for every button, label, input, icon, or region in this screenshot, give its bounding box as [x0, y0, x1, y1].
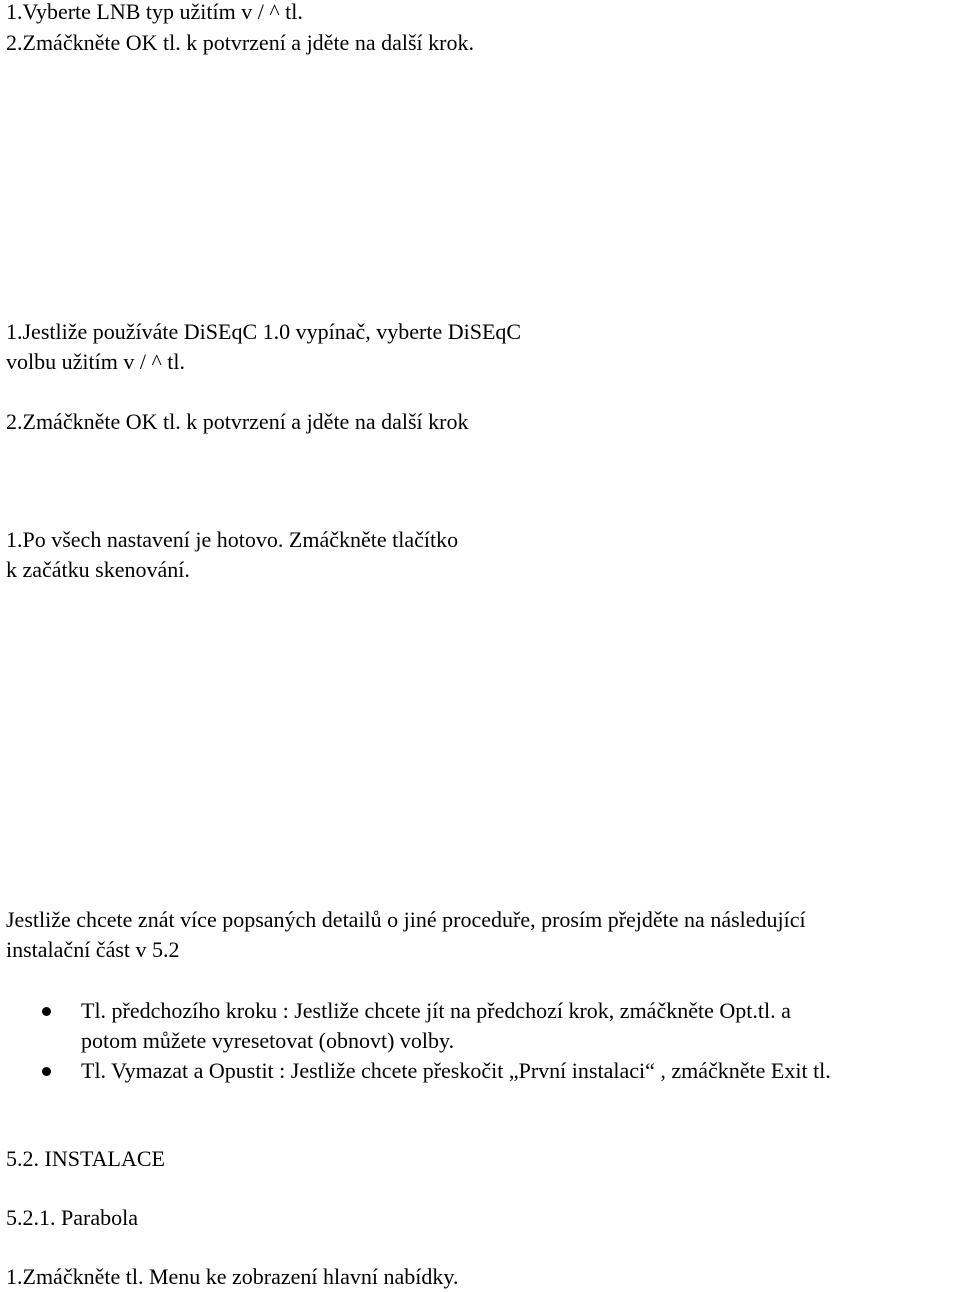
- lnb-step-2: 2.Zmáčkněte OK tl. k potvrzení a jděte na další krok.: [6, 30, 474, 55]
- scan-step-1: 1.Po všech nastavení je hotovo. Zmáčkněte tlačítko: [6, 527, 459, 552]
- lnb-step-1: 1.Vyberte LNB typ užitím v / ^ tl.: [6, 0, 303, 24]
- section-heading-installation: 5.2. INSTALACE: [6, 1146, 165, 1171]
- previous-step-description: Tl. předchozího kroku : Jestliže chcete jít na předchozí krok, zmáčkněte Opt.tl. a: [81, 998, 791, 1023]
- previous-step-description-continued: potom můžete vyresetovat (obnovt) volby.: [81, 1028, 455, 1053]
- diseqc-step-2: 2.Zmáčkněte OK tl. k potvrzení a jděte na další krok: [6, 409, 469, 434]
- info-paragraph-line-2: instalační část v 5.2: [6, 937, 180, 962]
- bullet-icon: [42, 1067, 51, 1076]
- scan-step-1-continued: k začátku skenování.: [6, 557, 190, 582]
- menu-step-1: 1.Zmáčkněte tl. Menu ke zobrazení hlavní nabídky.: [6, 1264, 459, 1289]
- bullet-icon: [42, 1007, 51, 1016]
- exit-description: Tl. Vymazat a Opustit : Jestliže chcete přeskočit „První instalaci“ , zmáčkněte Exit tl.: [81, 1058, 831, 1083]
- diseqc-step-1-continued: volbu užitím v / ^ tl.: [6, 349, 185, 374]
- diseqc-step-1: 1.Jestliže používáte DiSEqC 1.0 vypínač, vyberte DiSEqC: [6, 319, 522, 344]
- subsection-heading-parabola: 5.2.1. Parabola: [6, 1205, 138, 1230]
- info-paragraph-line-1: Jestliže chcete znát více popsaných detailů o jiné proceduře, prosím přejděte na následující: [6, 907, 806, 932]
